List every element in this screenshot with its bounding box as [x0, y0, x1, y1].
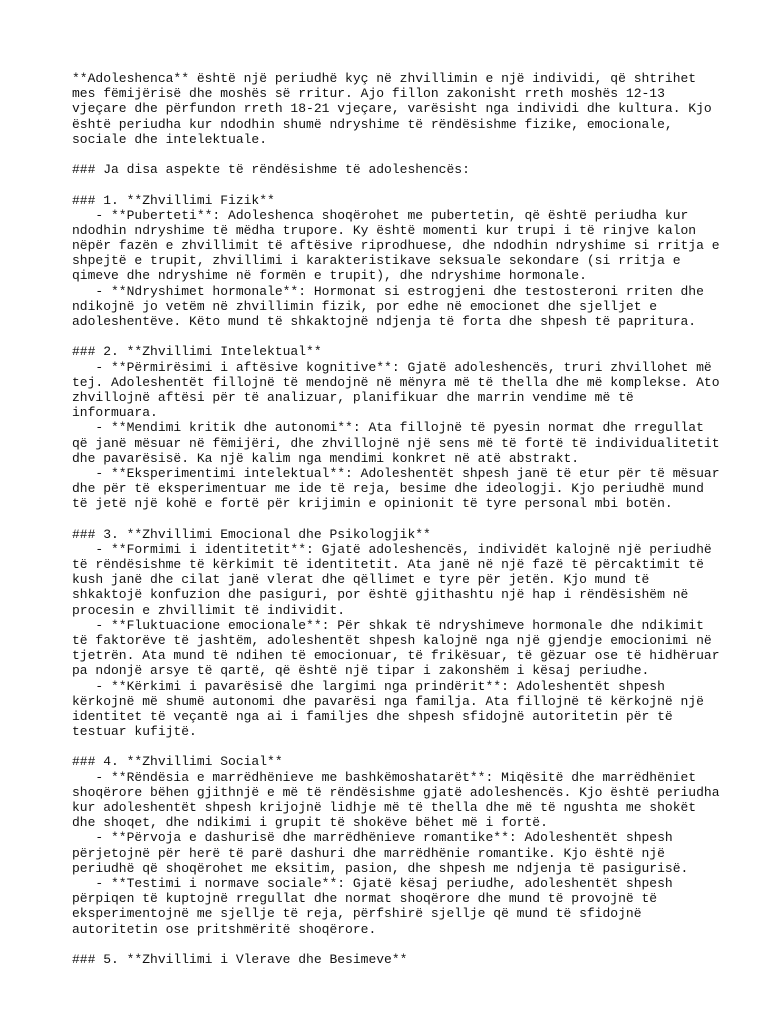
text-line: adoleshentëve. Këto mund të shkaktojnë ndjenja të forta dhe shpesh të papritura.: [72, 314, 697, 329]
text-line: informuara.: [72, 405, 158, 421]
text-line: shkaktojë konfuzion dhe pasiguri, por është gjithashtu një hap i rëndësishëm në: [72, 587, 689, 603]
bullet-line: - **Rëndësia e marrëdhënieve me bashkëmoshatarët**: Miqësitë dhe marrëdhëniet: [72, 769, 697, 785]
text-line: që janë mësuar në fëmijëri, dhe zhvillojnë një sens më të fortë të individualitetit: [72, 435, 720, 451]
text-line: nëpër fazën e zhvillimit të aftësive riprodhuese, dhe ndodhin ndryshime si rritja e: [72, 238, 720, 254]
section-heading: ### 3. **Zhvillimi Emocional dhe Psikologjik**: [72, 526, 431, 542]
bullet-line: - **Eksperimentimi intelektual**: Adoleshentët shpesh janë të etur për të mësuar: [72, 465, 720, 481]
text-line: ndikojnë jo vetëm në zhvillimin fizik, por edhe në emocionet dhe sjelljet e: [72, 298, 658, 314]
text-line: mes fëmijërisë dhe moshës së rritur. Ajo fillon zakonisht rreth moshës 12-13: [72, 86, 665, 102]
bullet-line: - **Fluktuacione emocionale**: Për shkak të ndryshimeve hormonale dhe ndikimit: [72, 617, 704, 633]
text-line: përjetojnë për herë të parë dashuri dhe marrëdhënie romantike. Kjo është një: [72, 845, 665, 861]
section-heading: ### 5. **Zhvillimi i Vlerave dhe Besimeve**: [72, 951, 408, 967]
section-heading: ### 1. **Zhvillimi Fizik**: [72, 192, 275, 208]
blank-line: [72, 177, 722, 192]
section-heading: ### Ja disa aspekte të rëndësishme të adoleshencës:: [72, 162, 470, 178]
text-line: shpejtë e trupit, zhvillimi i karakteristikave seksuale sekondare (si rritja e: [72, 253, 681, 269]
blank-line: [72, 739, 722, 754]
text-line: tjetrën. Ata mund të ndihen të emocionuar, të frikësuar, të gëzuar ose të hidhëruar: [72, 648, 720, 664]
bullet-line: - **Ndryshimet hormonale**: Hormonat si estrogjeni dhe testosteroni rriten dhe: [72, 283, 704, 299]
bullet-line: - **Puberteti**: Adoleshenca shoqërohet me pubertetin, që është periudha kur: [72, 207, 689, 223]
section-heading: ### 4. **Zhvillimi Social**: [72, 754, 283, 770]
text-line: eksperimentojnë me sjellje të reja, përfshirë sjellje që mund të sfidojnë: [72, 906, 642, 922]
text-line: kërkojnë më shumë autonomi dhe pavarësi nga familja. Ata fillojnë të kërkojnë një: [72, 693, 704, 709]
text-line: dhe për të eksperimentuar me ide të reja, besime dhe ideologji. Kjo periudhë mund: [72, 481, 704, 497]
text-line: sociale dhe intelektuale.: [72, 131, 268, 147]
text-line: të rëndësishme të kërkimit të identitetit. Ata janë në një fazë të përcaktimit të: [72, 557, 704, 572]
text-line: vjeçare dhe përfundon rreth 18-21 vjeçare, varësisht nga individi dhe kultura. Kjo: [72, 101, 712, 117]
blank-line: [72, 511, 722, 526]
text-line: kush janë dhe cilat janë vlerat dhe qëllimet e tyre për jetën. Kjo mund të: [72, 572, 650, 588]
text-line: zhvillojnë aftësi për të analizuar, planifikuar dhe marrin vendime më të: [72, 389, 634, 405]
text-line: dhe shoqet, dhe ndikimi i grupit të shokëve bëhet më i fortë.: [72, 815, 548, 831]
blank-line: [72, 937, 722, 952]
text-line: ndodhin ndryshime të mëdha trupore. Ky është momenti kur trupi i të rinjve kalon: [72, 222, 697, 238]
text-line: testuar kufijtë.: [72, 724, 197, 740]
text-line: tej. Adoleshentët fillojnë të mendojnë në mënyra më të thella dhe më komplekse. Ato: [72, 374, 720, 390]
text-line: të jetë një kohë e fortë për krijimin e opinionit të tyre personal mbi botën.: [72, 496, 673, 512]
section-heading: ### 2. **Zhvillimi Intelektual**: [72, 344, 322, 360]
blank-line: [72, 329, 722, 344]
blank-line: [72, 147, 722, 162]
text-line: identitet të veçantë nga ai i familjes dhe shpesh sfidojnë autoritetin për të: [72, 708, 673, 724]
bullet-line: - **Përvoja e dashurisë dhe marrëdhënieve romantike**: Adoleshentët shpesh: [72, 830, 673, 846]
text-line: qimeve dhe ndryshime në formën e trupit), dhe ndryshime hormonale.: [72, 268, 587, 284]
text-line: autoritetin ose pritshmëritë shoqërore.: [72, 921, 377, 937]
text-line: përpiqen të kuptojnë rregullat dhe normat shoqërore dhe mund të provojnë të: [72, 891, 658, 907]
text-line: periudhë që shoqërohet me eksitim, pasion, dhe shpesh me ndjenja të pasigurisë.: [72, 860, 689, 876]
bullet-line: - **Mendimi kritik dhe autonomi**: Ata fillojnë të pyesin normat dhe rregullat: [72, 420, 704, 436]
bullet-line: - **Formimi i identitetit**: Gjatë adoleshencës, individët kalojnë një periudhë: [72, 541, 712, 557]
text-line: **Adoleshenca** është një periudhë kyç në zhvillimin e një individi, që shtrihet: [72, 71, 697, 86]
text-line: kur adoleshentët shpesh krijojnë lidhje më të thella dhe më të ngushta me shokët: [72, 800, 697, 815]
text-line: pa ndonjë arsye të qartë, që është një tipar i zakonshëm i kësaj periudhe.: [72, 663, 650, 679]
document-body: [72, 71, 722, 967]
bullet-line: - **Testimi i normave sociale**: Gjatë kësaj periudhe, adoleshentët shpesh: [72, 875, 673, 891]
text-line: procesin e zhvillimit të individit.: [72, 602, 346, 618]
text-line: të faktorëve të jashtëm, adoleshentët shpesh kalojnë nga një gjendje emocionimi në: [72, 632, 712, 648]
bullet-line: - **Përmirësimi i aftësive kognitive**: Gjatë adoleshencës, truri zhvillohet më: [72, 359, 712, 375]
bullet-line: - **Kërkimi i pavarësisë dhe largimi nga prindërit**: Adoleshentët shpesh: [72, 678, 665, 694]
text-line: dhe pavarësisë. Ka një kalim nga mendimi konkret në atë abstrakt.: [72, 450, 580, 466]
text-line: shoqërore bëhen gjithnjë e më të rëndësishme gjatë adoleshencës. Kjo është periudha: [72, 784, 720, 800]
text-line: është periudha kur ndodhin shumë ndryshime të rëndësishme fizike, emocionale,: [72, 116, 673, 132]
